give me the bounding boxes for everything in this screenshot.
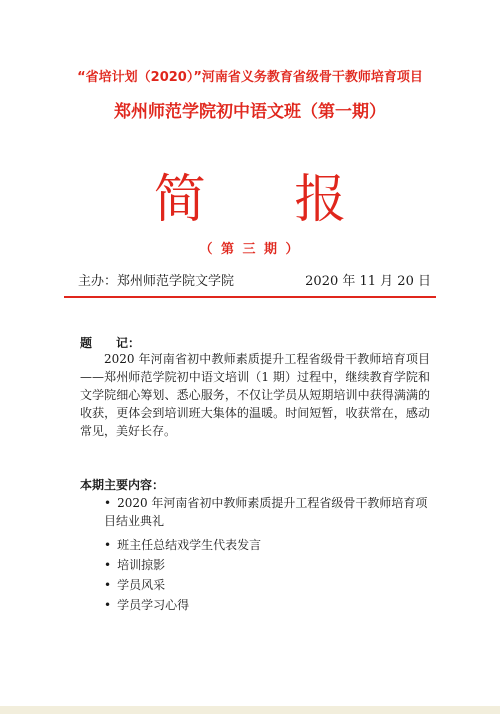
bullet-icon: • xyxy=(104,598,112,612)
list-item xyxy=(104,536,434,554)
list-item xyxy=(104,576,434,594)
list-item xyxy=(104,596,434,614)
list-item xyxy=(104,494,434,530)
list-item-text: 班主任总结戏学生代表发言 xyxy=(117,538,262,552)
briefing-title: 简 报 xyxy=(153,170,383,230)
issue-number: （ 第 三 期 ） xyxy=(199,242,301,257)
contents-heading: 本期主要内容： xyxy=(80,478,165,492)
bullet-icon: • xyxy=(104,538,112,552)
issue-date: 2020 年 11 月 20 日 xyxy=(305,274,431,289)
bullet-icon: • xyxy=(104,496,112,510)
foreword-text: 2020 年河南省初中教师素质提升工程省级骨干教师培育项目——郑州师范学院初中语文培训（1 期）过程中，继续教育学院和文学院细心筹划、悉心服务，不仅让学员从短期培训中获得满满的收获，更体会到培训班大集体的温暖。时间短暂，收获常在，感动常见，美好长存。 xyxy=(80,352,430,438)
meta-row xyxy=(78,270,431,290)
header-divider xyxy=(64,296,436,298)
list-item-text: 2020 年河南省初中教师素质提升工程省级骨干教师培育项目结业典礼 xyxy=(104,496,428,528)
project-kicker: “省培计划（2020）”河南省义务教育省级骨干教师培育项目 xyxy=(77,70,423,85)
class-name: 郑州师范学院初中语文班（第一期） xyxy=(114,102,386,122)
list-item-text: 学员风采 xyxy=(117,578,166,592)
list-item xyxy=(104,556,434,574)
host-label: 主办：郑州师范学院文学院 xyxy=(78,274,235,289)
bullet-icon: • xyxy=(104,578,112,592)
list-item-text: 学员学习心得 xyxy=(117,598,190,612)
foreword-heading: 题 记： xyxy=(80,336,141,350)
bottom-edge xyxy=(0,706,500,714)
bullet-icon: • xyxy=(104,558,112,572)
list-item-text: 培训掠影 xyxy=(117,558,166,572)
